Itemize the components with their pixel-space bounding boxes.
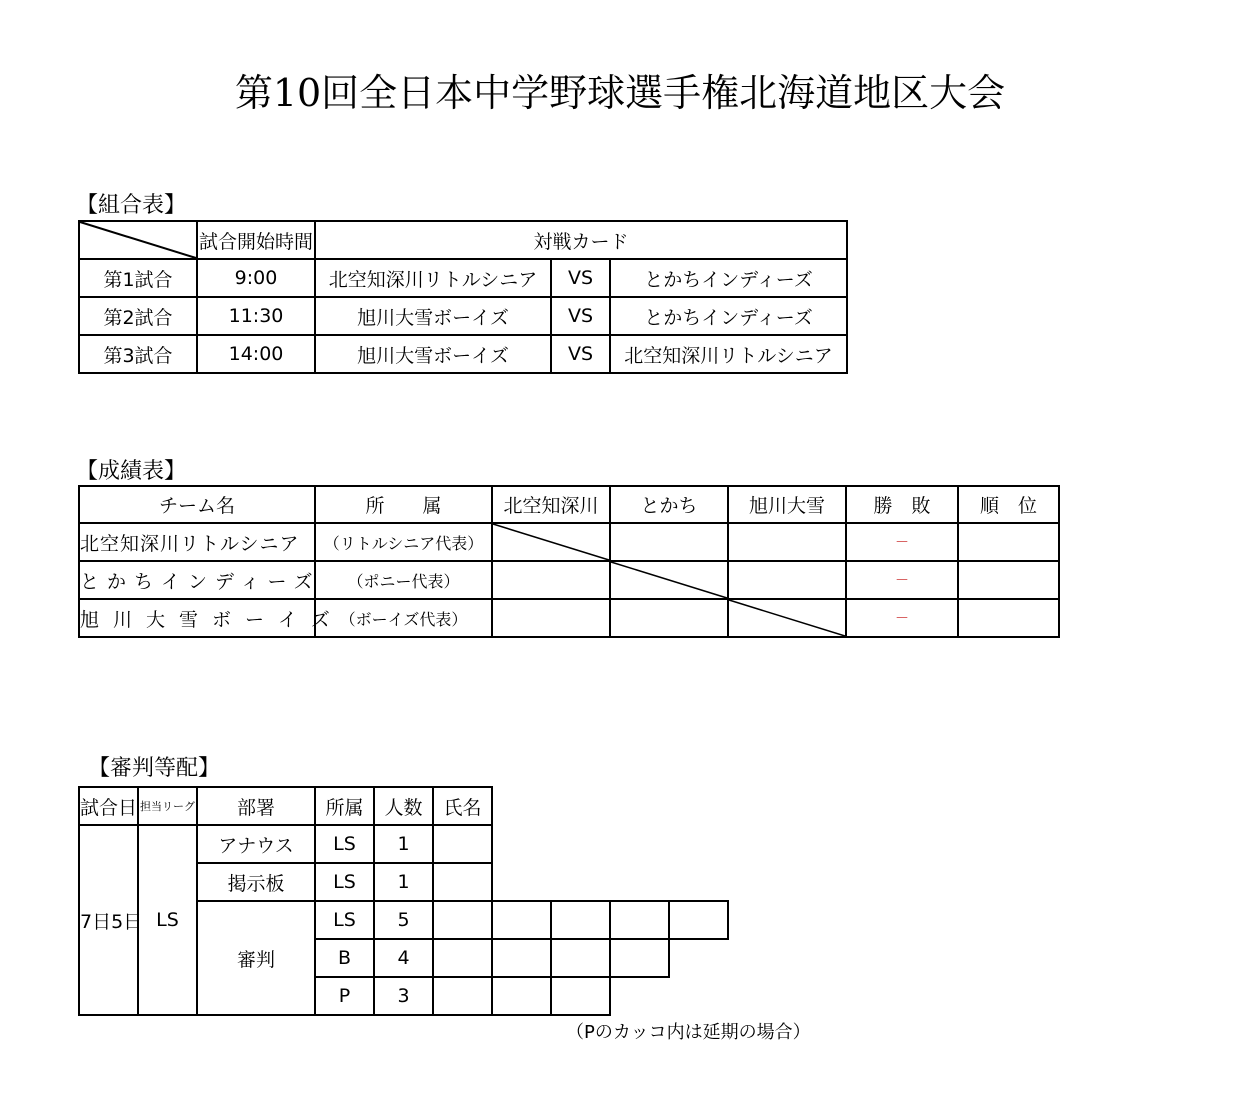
table-row	[79, 297, 847, 335]
header-dept: 部署	[197, 787, 315, 825]
umpires-table	[78, 786, 729, 1016]
schedule-header-time: 試合開始時間	[197, 221, 315, 259]
team-affiliation: （ポニー代表）	[315, 561, 492, 599]
count-cell: 5	[374, 901, 433, 939]
game-label: 第1試合	[79, 259, 197, 297]
vs-label: VS	[551, 259, 610, 297]
name-cell	[433, 863, 492, 901]
home-team: 旭川大雪ボーイズ	[315, 335, 551, 373]
record-cell: －	[846, 523, 958, 561]
team-name: 旭川大雪ボーイズ	[79, 599, 315, 637]
table-row	[79, 825, 728, 863]
header-team3: 旭川大雪	[728, 486, 846, 523]
results-table	[78, 485, 1060, 638]
table-row	[79, 259, 847, 297]
game-time: 11:30	[197, 297, 315, 335]
table-row	[79, 561, 1059, 599]
header-team: チーム名	[79, 486, 315, 523]
name-cell	[551, 901, 610, 939]
header-name: 氏名	[433, 787, 492, 825]
count-cell: 1	[374, 863, 433, 901]
result-cell	[728, 523, 846, 561]
self-match-cell	[492, 523, 610, 561]
name-cell	[610, 901, 669, 939]
name-cell	[492, 939, 551, 977]
team-name: とかちインディーズ	[79, 561, 315, 599]
count-cell: 3	[374, 977, 433, 1015]
result-cell	[728, 561, 846, 599]
away-team: 北空知深川リトルシニア	[610, 335, 847, 373]
record-cell: －	[846, 561, 958, 599]
team-name: 北空知深川リトルシニア	[79, 523, 315, 561]
results-heading: 【成績表】	[76, 459, 187, 484]
vs-label: VS	[551, 335, 610, 373]
self-match-cell	[728, 599, 846, 637]
name-cell	[433, 939, 492, 977]
game-time: 14:00	[197, 335, 315, 373]
affiliation-cell: LS	[315, 863, 374, 901]
umpires-heading: 【審判等配】	[88, 756, 221, 781]
self-match-cell	[610, 561, 728, 599]
name-cell	[669, 901, 728, 939]
header-affiliation: 所属	[315, 787, 374, 825]
table-row	[79, 523, 1059, 561]
name-cell	[433, 901, 492, 939]
team-affiliation: （ボーイズ代表）	[315, 599, 492, 637]
game-time: 9:00	[197, 259, 315, 297]
record-cell: －	[846, 599, 958, 637]
result-cell	[610, 523, 728, 561]
affiliation-cell: LS	[315, 825, 374, 863]
name-cell	[492, 901, 551, 939]
dept-cell: 掲示板	[197, 863, 315, 901]
affiliation-cell: LS	[315, 901, 374, 939]
table-row	[79, 599, 1059, 637]
schedule-corner-cell	[79, 221, 197, 259]
game-label: 第3試合	[79, 335, 197, 373]
schedule-header-card: 対戦カード	[315, 221, 847, 259]
header-rank: 順 位	[958, 486, 1059, 523]
result-cell	[610, 599, 728, 637]
name-cell	[551, 939, 610, 977]
table-row	[79, 335, 847, 373]
rank-cell	[958, 523, 1059, 561]
rank-cell	[958, 599, 1059, 637]
schedule-heading: 【組合表】	[76, 193, 187, 218]
header-affiliation: 所 属	[315, 486, 492, 523]
result-cell	[492, 561, 610, 599]
game-label: 第2試合	[79, 297, 197, 335]
name-cell	[551, 977, 610, 1015]
name-cell	[492, 977, 551, 1015]
header-date: 試合日	[79, 787, 138, 825]
count-cell: 4	[374, 939, 433, 977]
result-cell	[492, 599, 610, 637]
dept-cell: アナウス	[197, 825, 315, 863]
header-count: 人数	[374, 787, 433, 825]
header-team2: とかち	[610, 486, 728, 523]
away-team: とかちインディーズ	[610, 297, 847, 335]
rank-cell	[958, 561, 1059, 599]
schedule-table	[78, 220, 848, 374]
home-team: 北空知深川リトルシニア	[315, 259, 551, 297]
count-cell: 1	[374, 825, 433, 863]
team-affiliation: （リトルシニア代表）	[315, 523, 492, 561]
home-team: 旭川大雪ボーイズ	[315, 297, 551, 335]
postponement-note: （Pのカッコ内は延期の場合）	[566, 1022, 811, 1043]
vs-label: VS	[551, 297, 610, 335]
name-cell	[433, 825, 492, 863]
name-cell	[433, 977, 492, 1015]
away-team: とかちインディーズ	[610, 259, 847, 297]
page-title: 第10回全日本中学野球選手権北海道地区大会	[234, 71, 1006, 115]
match-date: 7日5日	[79, 825, 138, 1015]
name-cell	[610, 939, 669, 977]
header-team1: 北空知深川	[492, 486, 610, 523]
dept-cell: 審判	[197, 901, 315, 1015]
affiliation-cell: B	[315, 939, 374, 977]
affiliation-cell: P	[315, 977, 374, 1015]
header-league: 担当リーグ	[138, 787, 197, 825]
assigned-league: LS	[138, 825, 197, 1015]
header-record: 勝 敗	[846, 486, 958, 523]
